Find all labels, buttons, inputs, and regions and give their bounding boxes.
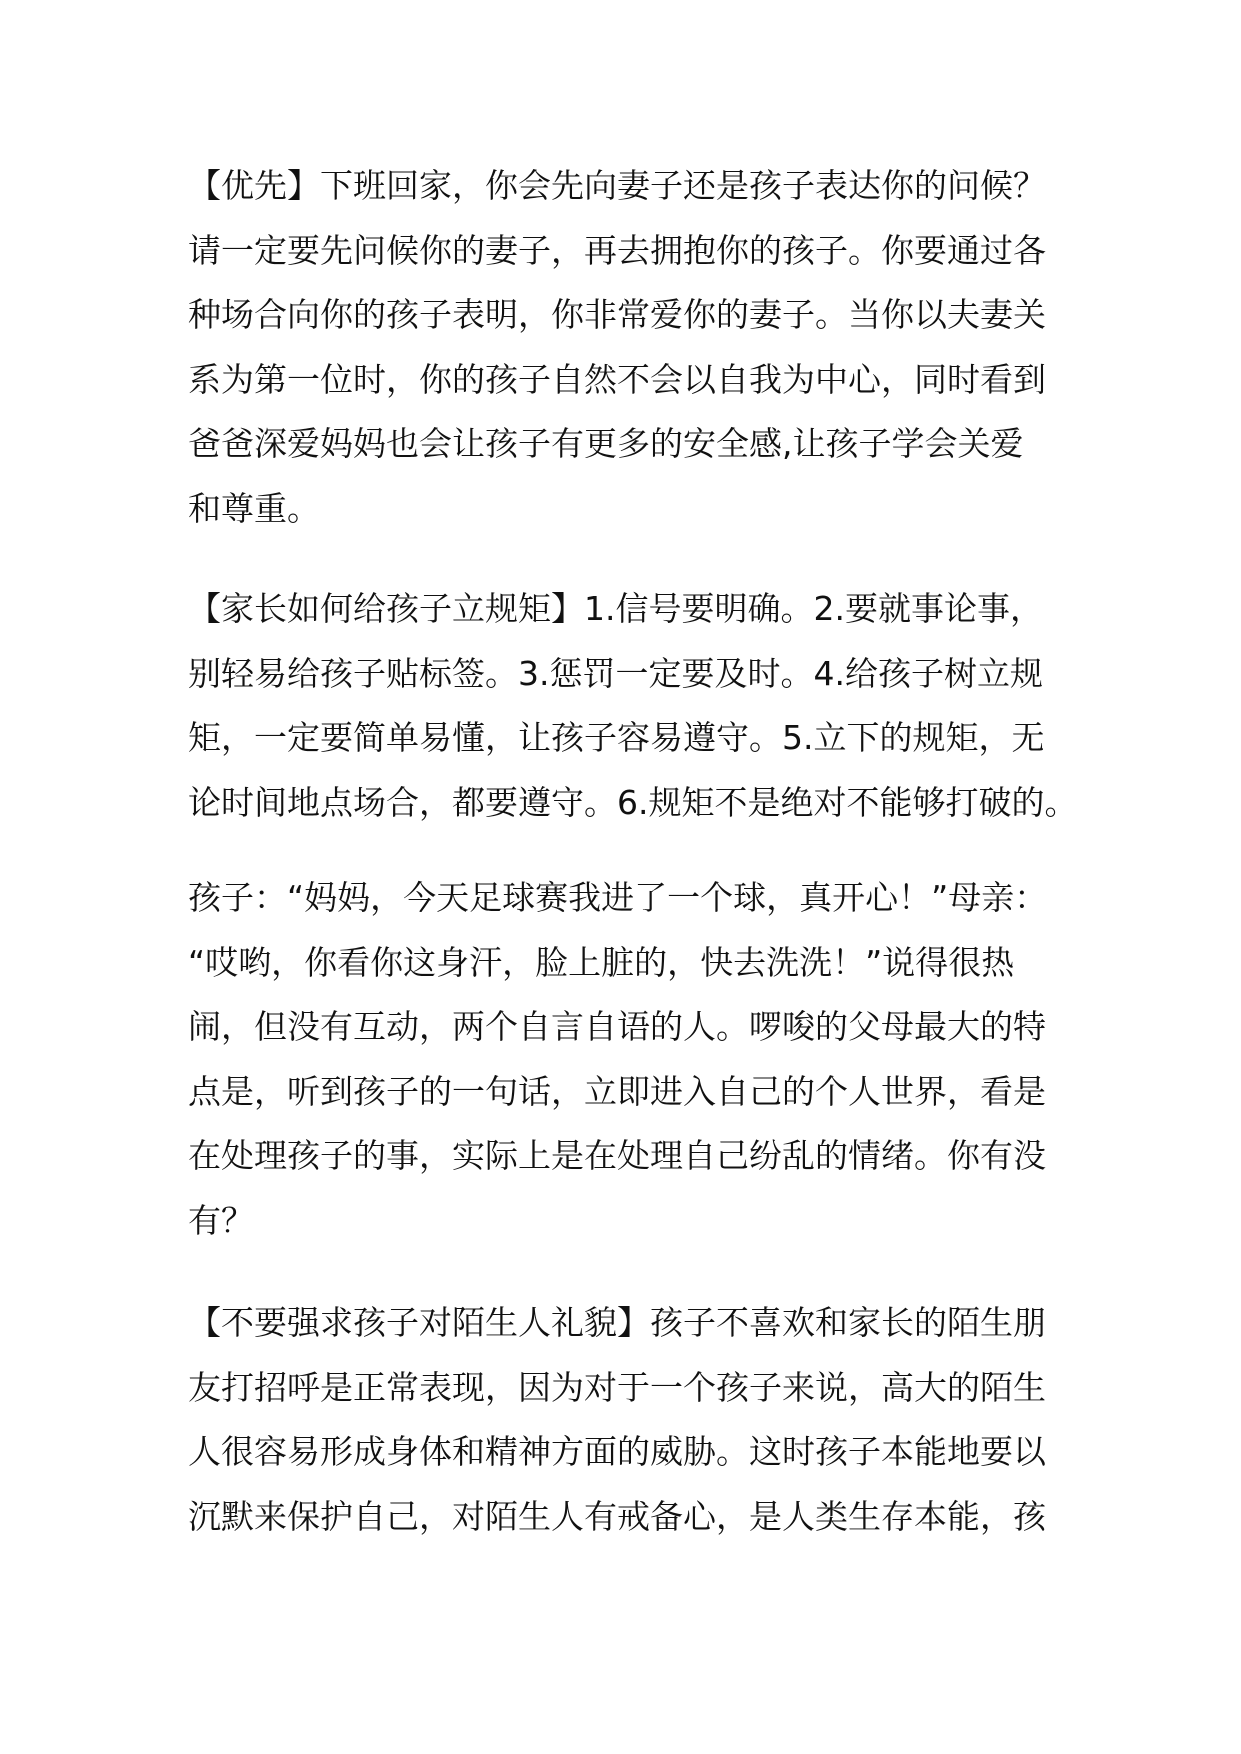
paragraph-dialogue-example (188, 866, 1058, 1254)
text-line: 请一定要先问候你的妻子，再去拥抱你的孩子。你要通过各 (188, 230, 1046, 270)
text-line: 种场合向你的孩子表明，你非常爱你的妻子。当你以夫妻关 (188, 295, 1046, 335)
text-line: 【家长如何给孩子立规矩】1.信号要明确。2.要就事论事， (188, 589, 1043, 628)
text-line: “哎哟，你看你这身汗，脸上脏的，快去洗洗！”说得很热 (188, 942, 1015, 982)
paragraph-stranger-politeness (188, 1291, 1058, 1549)
text-line: 沉默来保护自己，对陌生人有戒备心，是人类生存本能，孩 (188, 1496, 1046, 1536)
text-line: 在处理孩子的事，实际上是在处理自己纷乱的情绪。你有没 (188, 1136, 1046, 1176)
text-line: 爸爸深爱妈妈也会让孩子有更多的安全感,让孩子学会关爱 (188, 424, 1024, 464)
text-line: 【优先】下班回家，你会先向妻子还是孩子表达你的问候？ (188, 166, 1046, 205)
paragraph-setting-rules (188, 577, 1078, 835)
text-line: 别轻易给孩子贴标签。3.惩罚一定要及时。4.给孩子树立规 (188, 653, 1043, 693)
text-line: 论时间地点场合，都要遵守。6.规矩不是绝对不能够打破的。 (188, 782, 1078, 822)
text-line: 系为第一位时，你的孩子自然不会以自我为中心，同时看到 (188, 359, 1046, 399)
text-line: 友打招呼是正常表现，因为对于一个孩子来说，高大的陌生 (188, 1367, 1046, 1407)
text-line: 有？ (188, 1200, 254, 1240)
text-line: 闹，但没有互动，两个自言自语的人。啰唆的父母最大的特 (188, 1007, 1046, 1047)
text-line: 【不要强求孩子对陌生人礼貌】孩子不喜欢和家长的陌生朋 (188, 1303, 1046, 1342)
text-line: 和尊重。 (188, 488, 320, 528)
paragraph-greeting-priority (188, 154, 1058, 542)
text-line: 孩子：“妈妈，今天足球赛我进了一个球，真开心！”母亲： (188, 878, 1048, 917)
text-line: 点是，听到孩子的一句话，立即进入自己的个人世界，看是 (188, 1071, 1046, 1111)
text-line: 矩，一定要简单易懂，让孩子容易遵守。5.立下的规矩，无 (188, 718, 1045, 758)
text-line: 人很容易形成身体和精神方面的威胁。这时孩子本能地要以 (188, 1432, 1046, 1472)
